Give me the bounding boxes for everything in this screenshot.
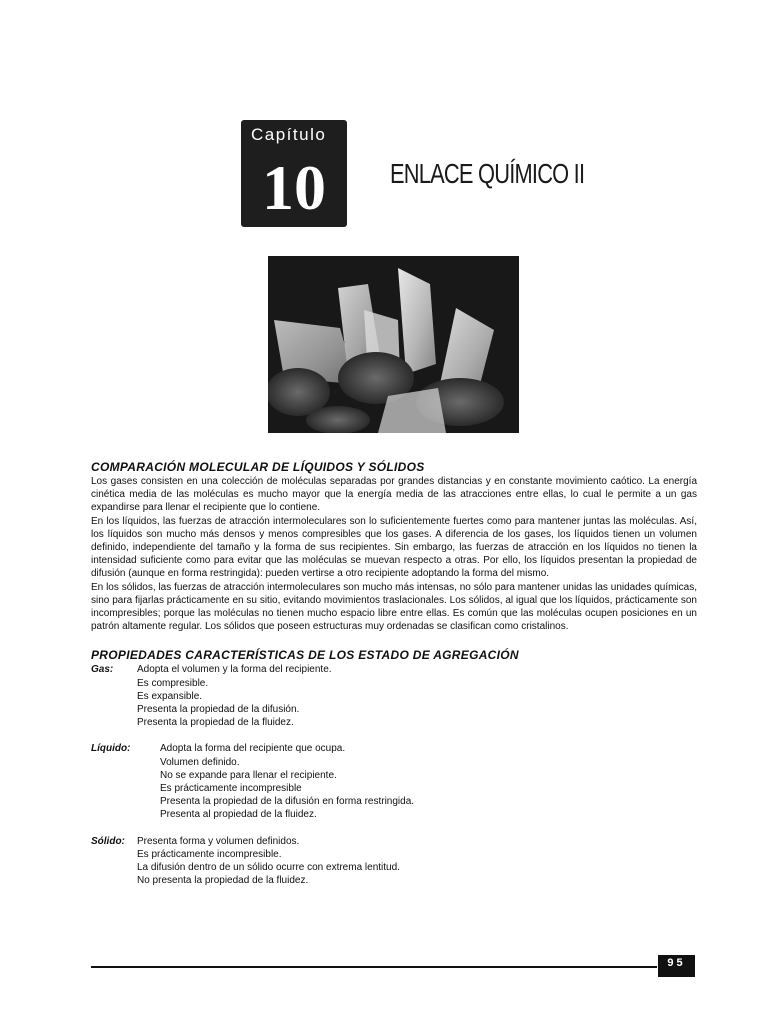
footer-rule — [91, 966, 657, 968]
list-item: Adopta el volumen y la forma del recipiente. — [137, 664, 332, 676]
list-item: Es prácticamente incompresible. — [137, 848, 282, 860]
liquido-label: Líquido: — [91, 743, 131, 755]
paragraph-liquidos: En los líquidos, las fuerzas de atracción intermoleculares son lo suficientemente fuertes como para mantener juntas las moléculas. Así, los líquidos son mucho más densos y menos compresibles que los gases. A diferencia de los gases, los líquidos tienen un volumen definido, independiente del tamaño y la forma de sus recipientes. Sin embargo, las fuerzas de atracción en los líquidos no tienen la intensidad suficiente como para evitar que las moléculas se muevan respecto a otras. Por ello, los líquidos presentan la propiedad de difusión (aunque en forma restringida): pueden vertirse a otro recipiente adoptando la forma del mismo. — [91, 515, 697, 580]
main-content — [91, 460, 697, 887]
chapter-badge — [241, 120, 347, 227]
list-item: No se expande para llenar el recipiente. — [160, 769, 337, 781]
list-item: Presenta al propiedad de la fluidez. — [160, 809, 317, 821]
paragraph-solidos: En los sólidos, las fuerzas de atracción intermoleculares son mucho más intensas, no sólo para mantener unidas las unidades químicas, sino para fijarlas prácticamente en su sitio, evitando movimientos traslacionales. Los sólidos, al igual que los líquidos, prácticamente son incompresibles; porque las moléculas no tienen mucho espacio libre entre ellas. Es común que las moléculas ocupen posiciones en un patrón altamente regular. Los sólidos que poseen estructuras muy ordenadas se clasifican como cristalinos. — [91, 581, 697, 633]
chapter-number: 10 — [262, 152, 326, 223]
list-item: Adopta la forma del recipiente que ocupa. — [160, 743, 346, 755]
crystal-photo — [268, 256, 519, 433]
page-title: ENLACE QUÍMICO II — [390, 158, 585, 189]
list-item: Presenta forma y volumen definidos. — [137, 835, 300, 847]
paragraph-gases: Los gases consisten en una colección de moléculas separadas por grandes distancias y en constante movimiento caótico. La energía cinética media de las moléculas es mucho mayor que la energía media de las atracciones entre ellas, lo cual le permite a un gas expandirse para llenar el recipiente que lo contiene. — [91, 476, 697, 514]
liquido-list — [160, 742, 697, 821]
props-solido — [91, 835, 697, 888]
list-item: Es expansible. — [137, 690, 203, 702]
props-gas — [91, 663, 697, 729]
page-number: 95 — [658, 955, 695, 977]
solido-list — [137, 835, 697, 888]
list-item: Volumen definido. — [160, 756, 240, 768]
chapter-label: Capítulo — [251, 125, 327, 144]
list-item: Es prácticamente incompresible — [160, 783, 302, 795]
solido-label: Sólido: — [91, 835, 125, 847]
list-item: La difusión dentro de un sólido ocurre con extrema lentitud. — [137, 862, 400, 874]
list-item: Presenta la propiedad de la difusión. — [137, 704, 300, 716]
gas-label: Gas: — [91, 664, 114, 676]
gas-list — [137, 663, 697, 729]
section-heading-comparacion: COMPARACIÓN MOLECULAR DE LÍQUIDOS Y SÓLIDOS — [91, 460, 425, 474]
list-item: No presenta la propiedad de la fluidez. — [137, 875, 309, 887]
props-liquido — [91, 742, 697, 821]
list-item: Es compresible. — [137, 677, 209, 689]
list-item: Presenta la propiedad de la difusión en forma restringida. — [160, 796, 415, 808]
crystal-illustration — [268, 256, 519, 433]
section-heading-propiedades: PROPIEDADES CARACTERÍSTICAS DE LOS ESTADO DE AGREGACIÓN — [91, 648, 519, 663]
list-item: Presenta la propiedad de la fluidez. — [137, 717, 294, 729]
